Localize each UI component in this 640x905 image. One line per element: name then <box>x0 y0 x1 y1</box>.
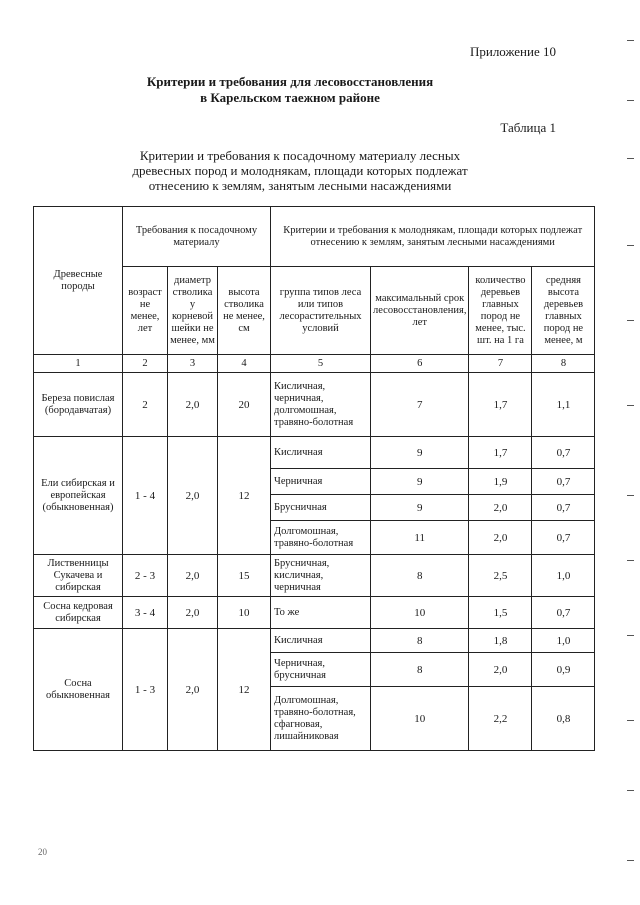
count-cell: 1,5 <box>469 597 532 629</box>
term-cell: 7 <box>371 373 469 437</box>
forest-group-cell: Кисличная <box>271 629 371 653</box>
diameter-cell: 2,0 <box>168 597 218 629</box>
term-cell: 10 <box>371 597 469 629</box>
forest-group-cell: Долгомошная, травяно-болотная <box>271 521 371 555</box>
term-cell: 9 <box>371 437 469 469</box>
edge-tick <box>627 495 634 496</box>
species-cell: Сосна обыкновенная <box>34 629 123 751</box>
count-cell: 2,0 <box>469 653 532 687</box>
count-cell: 2,2 <box>469 687 532 751</box>
forest-group-cell: Кисличная <box>271 437 371 469</box>
document-title <box>0 74 640 106</box>
forest-group-cell: Черничная, брусничная <box>271 653 371 687</box>
forest-group-cell: Брусничная <box>271 495 371 521</box>
edge-tick <box>627 560 634 561</box>
title-line-1: Критерии и требования для лесовосстановления <box>146 74 434 89</box>
header-term: максимальный срок лесовосстановления, лет <box>371 267 469 355</box>
count-cell: 2,0 <box>469 495 532 521</box>
edge-tick <box>627 245 634 246</box>
height-cell: 12 <box>218 629 271 751</box>
edge-tick <box>627 405 634 406</box>
forest-group-cell: Кисличная, черничная, долгомошная, травяно-болотная <box>271 373 371 437</box>
header-diameter: диаметр стволика у корневой шейки не менее, мм <box>168 267 218 355</box>
header-group-planting: Требования к посадочному материалу <box>123 207 271 267</box>
table-number: Таблица 1 <box>500 120 556 135</box>
height-cell: 12 <box>218 437 271 555</box>
table-row <box>34 629 595 653</box>
term-cell: 10 <box>371 687 469 751</box>
count-cell: 2,0 <box>469 521 532 555</box>
edge-tick <box>627 635 634 636</box>
count-cell: 1,8 <box>469 629 532 653</box>
avg-height-cell: 0,7 <box>532 597 595 629</box>
page-number: 20 <box>38 847 47 857</box>
avg-height-cell: 0,8 <box>532 687 595 751</box>
avg-height-cell: 0,7 <box>532 521 595 555</box>
caption-line-1: Критерии и требования к посадочному материалу лесных <box>139 148 461 163</box>
species-cell: Ели сибирская и европейская (обыкновенная) <box>34 437 123 555</box>
col-num-7: 7 <box>469 355 532 373</box>
header-height: высота стволика не менее, см <box>218 267 271 355</box>
avg-height-cell: 0,7 <box>532 437 595 469</box>
edge-tick <box>627 790 634 791</box>
avg-height-cell: 0,7 <box>532 495 595 521</box>
appendix-label: Приложение 10 <box>469 44 556 59</box>
count-cell: 1,9 <box>469 469 532 495</box>
table-row <box>34 597 595 629</box>
caption-line-2: древесных пород и молоднякам, площади которых подлежат <box>132 163 468 178</box>
avg-height-cell: 1,0 <box>532 555 595 597</box>
col-num-4: 4 <box>218 355 271 373</box>
forest-group-cell: Брусничная, кисличная, черничная <box>271 555 371 597</box>
height-cell: 10 <box>218 597 271 629</box>
term-cell: 9 <box>371 469 469 495</box>
term-cell: 9 <box>371 495 469 521</box>
header-forest-group: группа типов леса или типов лесорастительных условий <box>271 267 371 355</box>
height-cell: 15 <box>218 555 271 597</box>
header-avg-height: средняя высота деревьев главных пород не менее, м <box>532 267 595 355</box>
table-caption <box>130 148 470 193</box>
criteria-table-wrap <box>33 206 595 751</box>
edge-tick <box>627 40 634 41</box>
column-numbers-row <box>34 355 595 373</box>
diameter-cell: 2,0 <box>168 629 218 751</box>
age-cell: 2 <box>123 373 168 437</box>
title-line-2: в Карельском таежном районе <box>200 90 380 105</box>
age-cell: 1 - 4 <box>123 437 168 555</box>
col-num-5: 5 <box>271 355 371 373</box>
avg-height-cell: 1,1 <box>532 373 595 437</box>
col-num-1: 1 <box>34 355 123 373</box>
avg-height-cell: 1,0 <box>532 629 595 653</box>
header-species: Древесные породы <box>34 207 123 355</box>
criteria-table <box>33 206 595 751</box>
forest-group-cell: То же <box>271 597 371 629</box>
count-cell: 1,7 <box>469 437 532 469</box>
edge-tick <box>627 860 634 861</box>
avg-height-cell: 0,7 <box>532 469 595 495</box>
forest-group-cell: Черничная <box>271 469 371 495</box>
species-cell: Лиственницы Сукачева и сибирская <box>34 555 123 597</box>
forest-group-cell: Долгомошная, травяно-болотная, сфагновая, лишайниковая <box>271 687 371 751</box>
term-cell: 11 <box>371 521 469 555</box>
age-cell: 1 - 3 <box>123 629 168 751</box>
term-cell: 8 <box>371 653 469 687</box>
header-group-young: Критерии и требования к молоднякам, площади которых подлежат отнесению к землям, занятым лесными насаждениями <box>271 207 595 267</box>
col-num-6: 6 <box>371 355 469 373</box>
term-cell: 8 <box>371 629 469 653</box>
col-num-3: 3 <box>168 355 218 373</box>
table-row <box>34 437 595 469</box>
table-row <box>34 373 595 437</box>
species-cell: Береза повислая (бородавчатая) <box>34 373 123 437</box>
term-cell: 8 <box>371 555 469 597</box>
header-row-1 <box>34 207 595 267</box>
age-cell: 2 - 3 <box>123 555 168 597</box>
height-cell: 20 <box>218 373 271 437</box>
age-cell: 3 - 4 <box>123 597 168 629</box>
edge-tick <box>627 320 634 321</box>
edge-tick <box>627 158 634 159</box>
avg-height-cell: 0,9 <box>532 653 595 687</box>
header-age: возраст не менее, лет <box>123 267 168 355</box>
caption-line-3: отнесению к землям, занятым лесными насаждениями <box>148 178 452 193</box>
table-body <box>34 207 595 751</box>
edge-tick <box>627 720 634 721</box>
table-row <box>34 555 595 597</box>
diameter-cell: 2,0 <box>168 373 218 437</box>
count-cell: 2,5 <box>469 555 532 597</box>
page-edge-marks <box>624 0 634 905</box>
header-count: количество деревьев главных пород не менее, тыс. шт. на 1 га <box>469 267 532 355</box>
count-cell: 1,7 <box>469 373 532 437</box>
col-num-2: 2 <box>123 355 168 373</box>
diameter-cell: 2,0 <box>168 555 218 597</box>
col-num-8: 8 <box>532 355 595 373</box>
species-cell: Сосна кедровая сибирская <box>34 597 123 629</box>
edge-tick <box>627 100 634 101</box>
diameter-cell: 2,0 <box>168 437 218 555</box>
